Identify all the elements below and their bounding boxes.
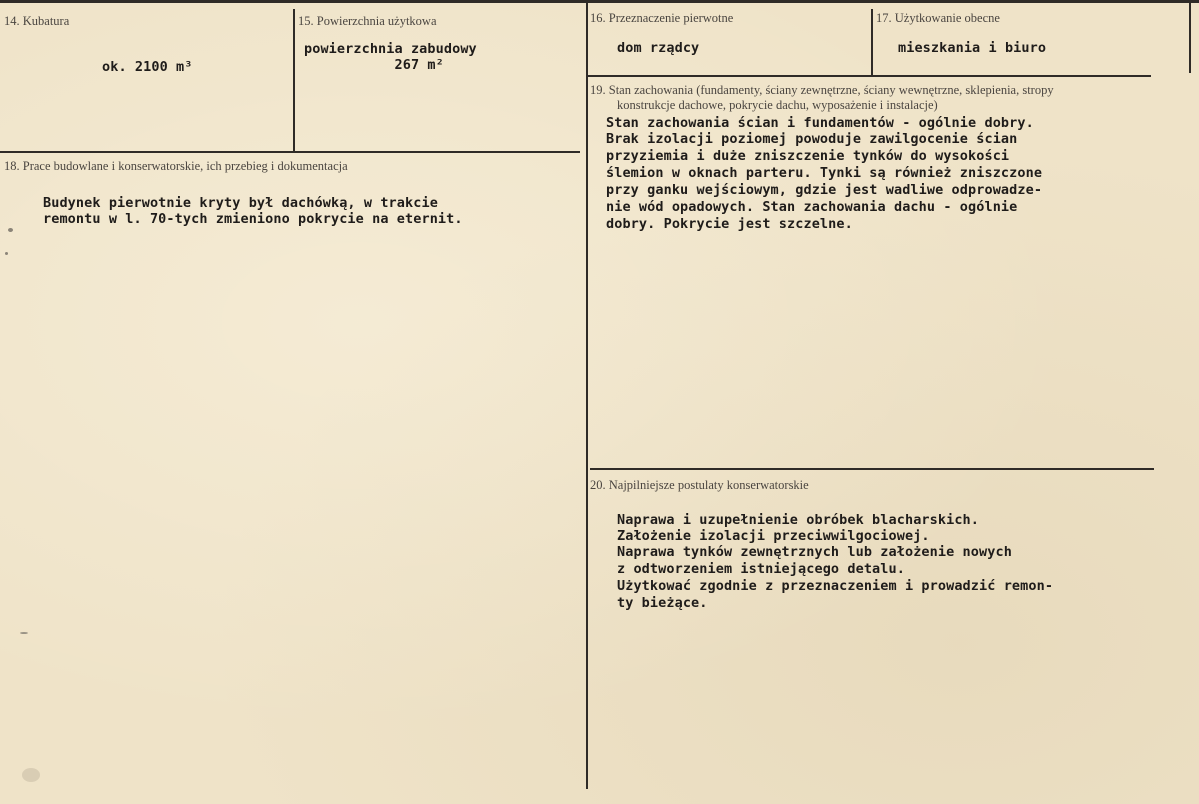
- rule-top-left-bottom: [0, 151, 580, 153]
- field-15-label: 15. Powierzchnia użytkowa: [298, 14, 437, 28]
- field-20-value-line-2: Założenie izolacji przeciwwilgociowej.: [617, 528, 930, 544]
- field-20-value-line-1: Naprawa i uzupełnienie obróbek blacharskich.: [617, 512, 980, 528]
- field-16-value: dom rządcy: [617, 40, 700, 56]
- rule-14-15-vertical: [293, 9, 295, 152]
- rule-16-17-vertical: [871, 9, 873, 75]
- right-edge-rule: [1189, 3, 1191, 73]
- field-14-label: 14. Kubatura: [4, 14, 70, 28]
- field-19-value-line-5: przy ganku wejściowym, gdzie jest wadliwe odprowadze-: [606, 182, 1043, 198]
- field-20-value-line-6: ty bieżące.: [617, 595, 708, 611]
- field-19-value-line-2: Brak izolacji poziomej powoduje zawilgocenie ścian: [606, 131, 1018, 147]
- field-20-value-line-5: Użytkować zgodnie z przeznaczeniem i prowadzić remon-: [617, 578, 1054, 594]
- paper-mark: [22, 768, 40, 782]
- field-20-label: 20. Najpilniejsze postulaty konserwatorskie: [590, 478, 809, 492]
- paper-mark: [20, 632, 28, 634]
- field-17-value: mieszkania i biuro: [898, 40, 1047, 56]
- rule-16-17-bottom: [586, 75, 1151, 77]
- field-16-label: 16. Przeznaczenie pierwotne: [590, 11, 734, 25]
- field-14-value: ok. 2100 m³: [102, 59, 193, 75]
- field-18-label: 18. Prace budowlane i konserwatorskie, ich przebieg i dokumentacja: [4, 159, 348, 173]
- main-vertical-divider: [586, 3, 588, 789]
- paper-mark: [5, 252, 8, 255]
- field-18-value-line-1: Budynek pierwotnie kryty był dachówką, w trakcie: [43, 195, 438, 211]
- field-15-value-line-2: 267 m²: [304, 57, 444, 73]
- field-19-label-line-1: 19. Stan zachowania (fundamenty, ściany zewnętrzne, ściany wewnętrzne, sklepienia, stropy: [590, 83, 1054, 97]
- field-19-value-line-4: ślemion w oknach parteru. Tynki są również zniszczone: [606, 165, 1043, 181]
- field-18-value-line-2: remontu w l. 70-tych zmieniono pokrycie na eternit.: [43, 211, 463, 227]
- field-15-value-line-1: powierzchnia zabudowy: [304, 41, 477, 57]
- field-19-value-line-7: dobry. Pokrycie jest szczelne.: [606, 216, 853, 232]
- paper-mark: [8, 228, 13, 232]
- field-17-label: 17. Użytkowanie obecne: [876, 11, 1000, 25]
- field-19-value-line-3: przyziemia i duże zniszczenie tynków do wysokości: [606, 148, 1010, 164]
- rule-19-20: [590, 468, 1154, 470]
- field-19-value-line-6: nie wód opadowych. Stan zachowania dachu - ogólnie: [606, 199, 1018, 215]
- top-rule: [0, 0, 1199, 3]
- field-20-value-line-3: Naprawa tynków zewnętrznych lub założenie nowych: [617, 544, 1012, 560]
- field-20-value-line-4: z odtworzeniem istniejącego detalu.: [617, 561, 905, 577]
- field-19-value-line-1: Stan zachowania ścian i fundamentów - ogólnie dobry.: [606, 115, 1034, 131]
- field-19-label-line-2: konstrukcje dachowe, pokrycie dachu, wyposażenie i instalacje): [617, 98, 938, 112]
